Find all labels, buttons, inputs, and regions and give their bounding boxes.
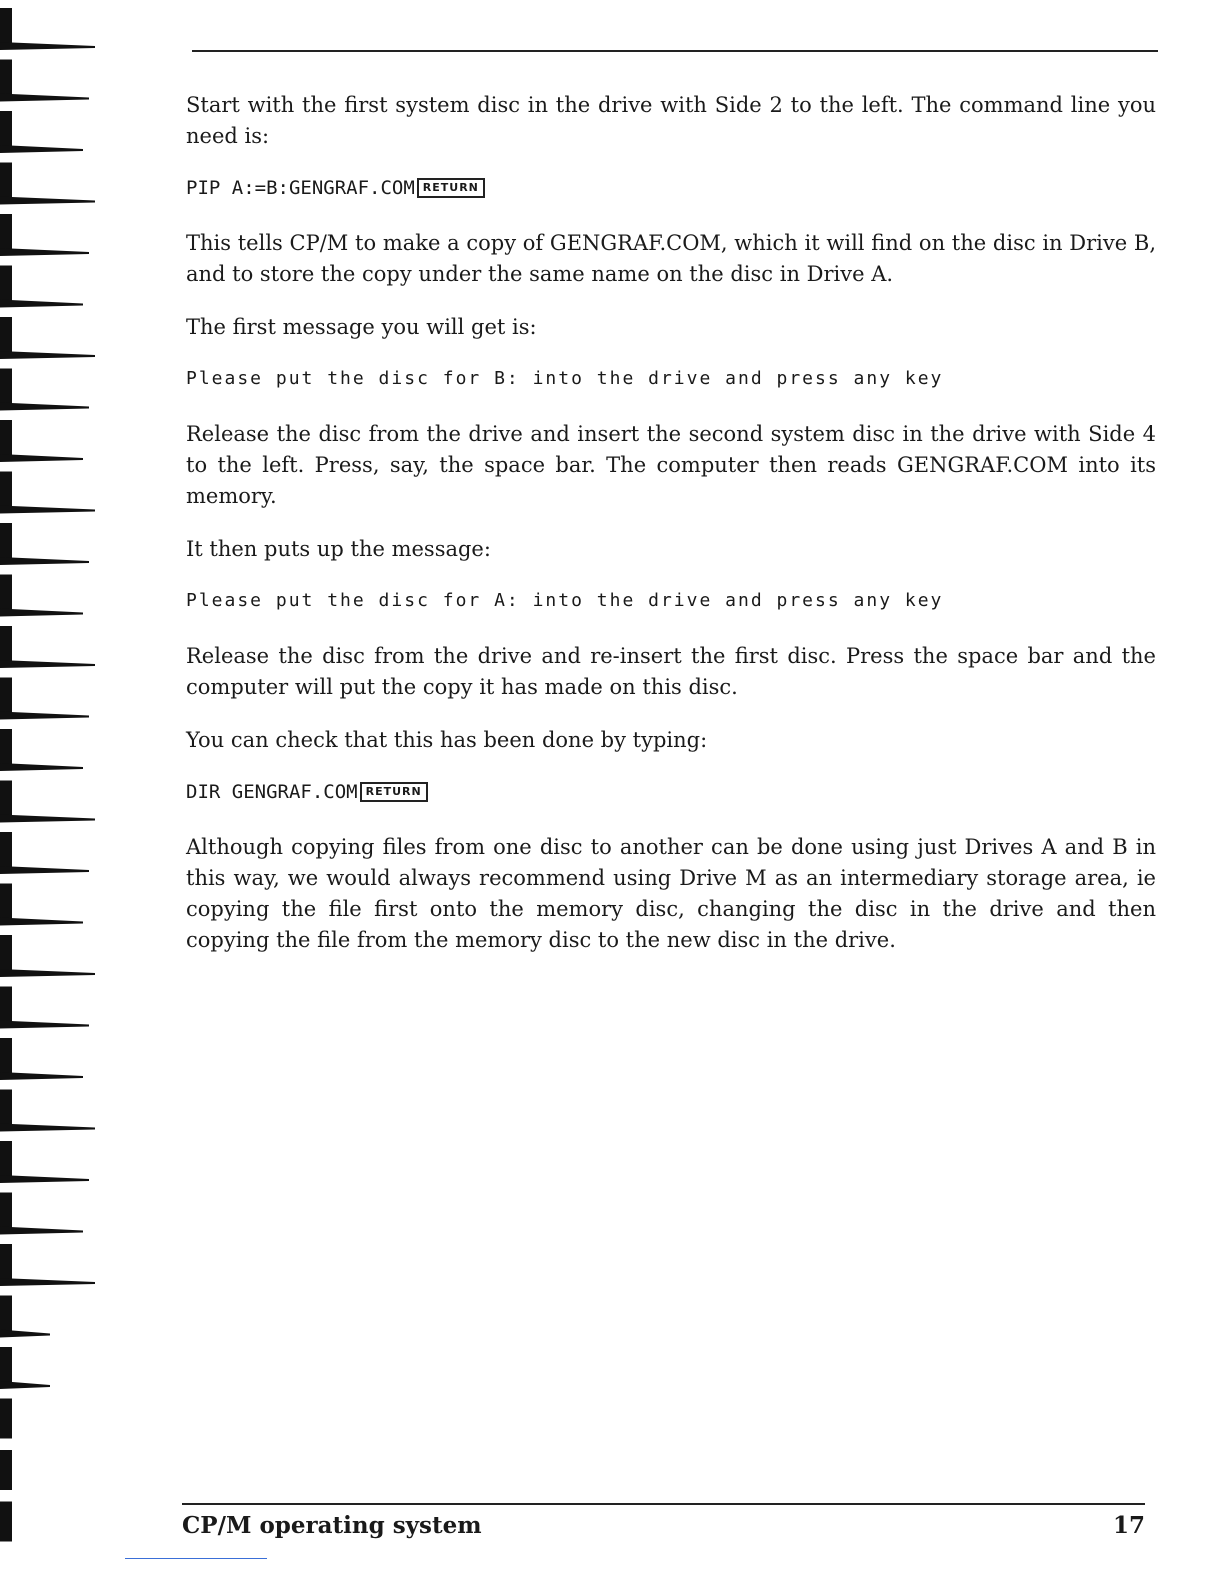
pip-command: PIP A:=B:GENGRAF.COM — [186, 177, 415, 199]
binding-mark — [0, 575, 83, 617]
footer-rule — [182, 1503, 1145, 1505]
header-rule — [192, 50, 1158, 52]
binding-mark — [0, 781, 95, 823]
dir-command-line — [186, 778, 1156, 806]
binding-mark — [0, 987, 89, 1029]
binding-mark — [0, 163, 95, 205]
binding-mark — [0, 369, 89, 411]
binding-mark — [0, 1347, 50, 1389]
page-body — [186, 90, 1156, 978]
binding-mark — [0, 111, 83, 153]
paragraph-check: You can check that this has been done by typing: — [186, 728, 708, 752]
binding-mark — [0, 1193, 83, 1235]
binding-mark — [0, 472, 95, 514]
binding-mark — [0, 626, 95, 668]
message-disc-a-text: Please put the disc for A: into the drive and press any key — [186, 590, 944, 611]
paragraph-first-message: The first message you will get is: — [186, 315, 537, 339]
dir-command: DIR GENGRAF.COM — [186, 781, 358, 803]
binding-mark — [0, 317, 95, 359]
binding-mark — [0, 1038, 83, 1080]
binding-mark — [0, 8, 95, 50]
binding-mark — [0, 832, 89, 874]
return-key: RETURN — [360, 782, 428, 802]
binding-mark — [0, 1090, 95, 1132]
paragraph-then-message: It then puts up the message: — [186, 537, 491, 561]
footer-title: CP/M operating system — [182, 1512, 482, 1539]
binding-mark — [0, 1502, 12, 1542]
binding-mark — [0, 420, 83, 462]
binding-mark — [0, 729, 83, 771]
message-disc-b-text: Please put the disc for B: into the drive and press any key — [186, 368, 944, 389]
page-number: 17 — [1112, 1512, 1145, 1539]
paragraph-explanation: This tells CP/M to make a copy of GENGRAF.COM, which it will find on the disc in Drive B, and to store the copy under the same name on the disc in Drive A. — [186, 231, 1156, 286]
return-key: RETURN — [417, 178, 485, 198]
binding-mark — [0, 1399, 12, 1439]
binding-mark — [0, 1450, 12, 1490]
paragraph-intro: Start with the first system disc in the drive with Side 2 to the left. The command line you need is: — [186, 93, 1156, 148]
spiral-binding — [0, 0, 110, 1584]
binding-mark — [0, 1141, 89, 1183]
paragraph-reinsert: Release the disc from the drive and re-insert the first disc. Press the space bar and the computer will put the copy it has made on this disc. — [186, 644, 1156, 699]
pip-command-line — [186, 174, 1156, 202]
binding-mark — [0, 214, 89, 256]
scan-edge-line — [125, 1558, 267, 1559]
binding-mark — [0, 523, 89, 565]
binding-mark — [0, 678, 89, 720]
binding-mark — [0, 935, 95, 977]
binding-mark — [0, 60, 89, 102]
binding-mark — [0, 1296, 50, 1338]
paragraph-recommendation: Although copying files from one disc to another can be done using just Drives A and B in this way, we would always recommend using Drive M as an intermediary storage area, ie copying the file first onto the memory disc, changing the disc in the drive and then copying the file from the memory disc to the new disc in the drive. — [186, 835, 1156, 952]
binding-mark — [0, 1244, 95, 1286]
binding-mark — [0, 884, 83, 926]
paragraph-release-disc: Release the disc from the drive and insert the second system disc in the drive with Side 4 to the left. Press, say, the space bar. The computer then reads GENGRAF.COM into its memory. — [186, 422, 1156, 508]
message-disc-b — [186, 365, 1156, 393]
binding-mark — [0, 266, 83, 308]
message-disc-a — [186, 587, 1156, 615]
